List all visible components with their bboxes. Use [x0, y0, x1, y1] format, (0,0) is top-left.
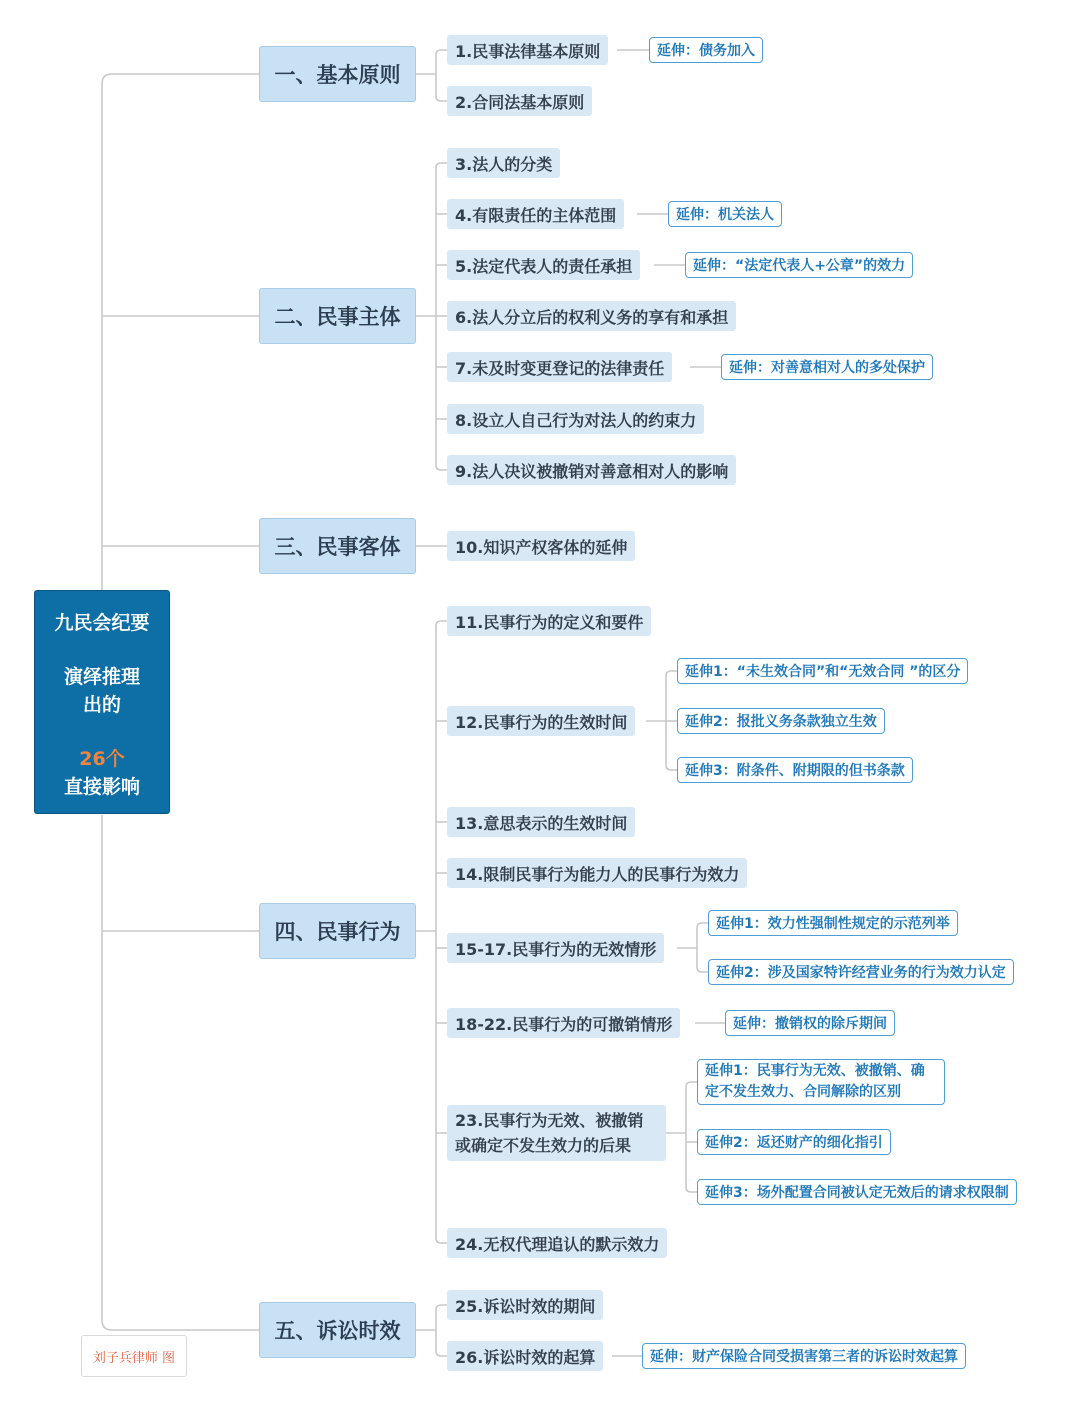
- section-connector: [436, 50, 447, 101]
- item-8[interactable]: 8.设立人自己行为对法人的约束力: [447, 404, 704, 434]
- item-4[interactable]: 4.有限责任的主体范围: [447, 199, 624, 229]
- root-count: 26个: [79, 748, 125, 770]
- item-6[interactable]: 6.法人分立后的权利义务的享有和承担: [447, 301, 736, 331]
- root-subtitle-1: 演绎推理: [63, 666, 140, 688]
- root-subtitle-3: 直接影响: [63, 776, 140, 798]
- section-civil-objects[interactable]: 三、民事客体: [259, 518, 416, 574]
- item-15-17[interactable]: 15-17.民事行为的无效情形: [447, 933, 664, 963]
- extension-23-3[interactable]: 延伸3：场外配置合同被认定无效后的请求权限制: [697, 1179, 1017, 1205]
- section-civil-acts[interactable]: 四、民事行为: [259, 903, 416, 959]
- item-13[interactable]: 13.意思表示的生效时间: [447, 807, 635, 837]
- extension-bona-fide-protection[interactable]: 延伸：对善意相对人的多处保护: [721, 354, 933, 380]
- section-connector: [436, 621, 447, 1243]
- extension-connector: [686, 1082, 697, 1192]
- item-10[interactable]: 10.知识产权客体的延伸: [447, 531, 635, 561]
- section-connector: [436, 1305, 447, 1356]
- section-basic-principles[interactable]: 一、基本原则: [259, 46, 416, 102]
- extension-12-3[interactable]: 延伸3：附条件、附期限的但书条款: [677, 757, 913, 783]
- root-connector: [102, 815, 259, 1330]
- extension-legal-rep-seal[interactable]: 延伸：“法定代表人+公章”的效力: [685, 252, 913, 278]
- section-civil-subjects[interactable]: 二、民事主体: [259, 288, 416, 344]
- root-title: 九民会纪要: [54, 612, 150, 634]
- item-11[interactable]: 11.民事行为的定义和要件: [447, 606, 651, 636]
- item-2[interactable]: 2.合同法基本原则: [447, 86, 592, 116]
- root-node[interactable]: [34, 590, 170, 814]
- extension-15-1[interactable]: 延伸1：效力性强制性规定的示范列举: [708, 910, 958, 936]
- extension-debt-joinder[interactable]: 延伸：债务加入: [649, 37, 763, 63]
- item-3[interactable]: 3.法人的分类: [447, 148, 560, 178]
- item-12[interactable]: 12.民事行为的生效时间: [447, 706, 635, 736]
- root-connector: [102, 74, 259, 590]
- extension-state-organ-legal-person[interactable]: 延伸：机关法人: [668, 201, 782, 227]
- extension-rescission-period[interactable]: 延伸：撤销权的除斥期间: [725, 1010, 895, 1036]
- extension-12-1[interactable]: 延伸1：“未生效合同”和“无效合同 ”的区分: [677, 658, 968, 684]
- item-9[interactable]: 9.法人决议被撤销对善意相对人的影响: [447, 455, 736, 485]
- item-5[interactable]: 5.法定代表人的责任承担: [447, 250, 640, 280]
- item-23[interactable]: 23.民事行为无效、被撤销或确定不发生效力的后果: [447, 1105, 666, 1161]
- root-subtitle-2: 出的: [82, 694, 121, 716]
- section-limitation[interactable]: 五、诉讼时效: [259, 1302, 416, 1358]
- item-18-22[interactable]: 18-22.民事行为的可撤销情形: [447, 1008, 680, 1038]
- item-25[interactable]: 25.诉讼时效的期间: [447, 1290, 603, 1320]
- extension-15-2[interactable]: 延伸2：涉及国家特许经营业务的行为效力认定: [708, 959, 1014, 985]
- extension-23-2[interactable]: 延伸2：返还财产的细化指引: [697, 1129, 891, 1155]
- extension-23-1[interactable]: 延伸1：民事行为无效、被撤销、确定不发生效力、合同解除的区别: [697, 1059, 945, 1105]
- extension-connector: [697, 923, 708, 972]
- extension-insurance-third-party[interactable]: 延伸：财产保险合同受损害第三者的诉讼时效起算: [642, 1343, 966, 1369]
- extension-12-2[interactable]: 延伸2：报批义务条款独立生效: [677, 708, 885, 734]
- author-credit: 刘子兵律师 图: [81, 1335, 187, 1377]
- item-14[interactable]: 14.限制民事行为能力人的民事行为效力: [447, 858, 747, 888]
- item-26[interactable]: 26.诉讼时效的起算: [447, 1341, 603, 1371]
- item-1[interactable]: 1.民事法律基本原则: [447, 35, 608, 65]
- item-7[interactable]: 7.未及时变更登记的法律责任: [447, 352, 672, 382]
- item-24[interactable]: 24.无权代理追认的默示效力: [447, 1228, 667, 1258]
